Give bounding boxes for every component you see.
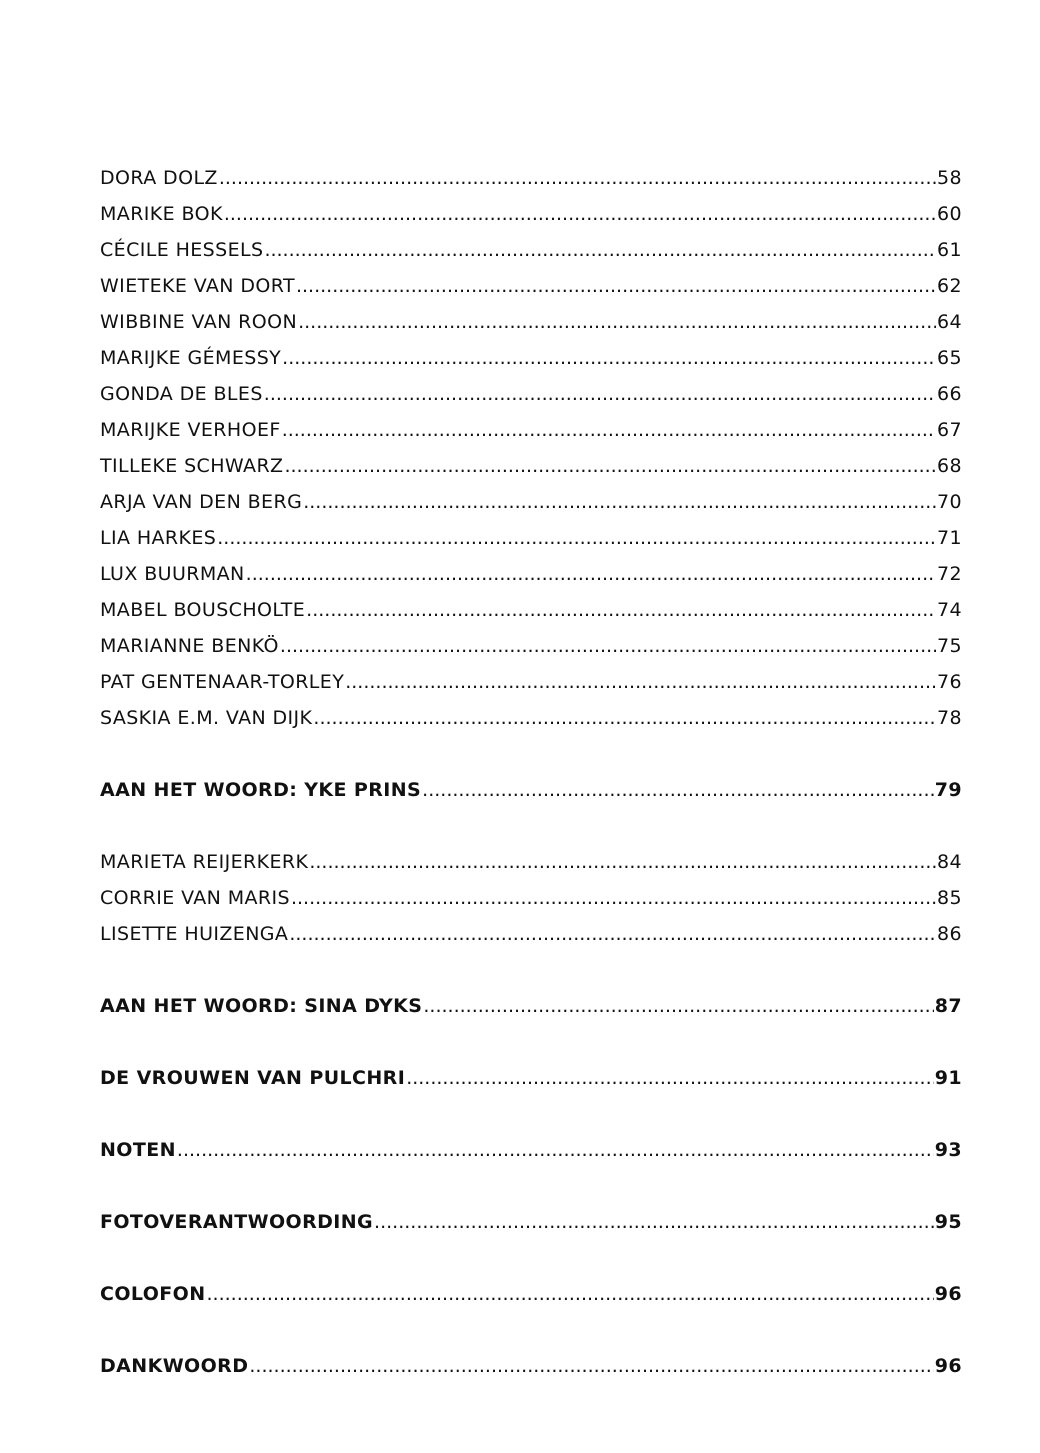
dot-leader <box>282 412 936 448</box>
toc-entry-title: MARIJKE GÉMESSY <box>100 347 282 369</box>
toc-entry-page-number: 93 <box>934 1139 962 1161</box>
dot-leader <box>374 1204 934 1240</box>
toc-entry-title: PAT GENTENAAR-TORLEY <box>100 671 345 693</box>
toc-entry-page-number: 76 <box>937 671 962 693</box>
toc-entry[interactable] <box>100 1276 962 1312</box>
toc-entry-title: SASKIA E.M. VAN DIJK <box>100 707 313 729</box>
toc-entry-title: CORRIE VAN MARIS <box>100 887 290 909</box>
toc-entry[interactable] <box>100 916 962 952</box>
toc-entry[interactable] <box>100 880 962 916</box>
toc-entry-page-number: 87 <box>934 995 962 1017</box>
toc-entry-title: MARIKE BOK <box>100 203 223 225</box>
toc-entry-title: AAN HET WOORD: YKE PRINS <box>100 779 422 801</box>
toc-entry-title: MABEL BOUSCHOLTE <box>100 599 306 621</box>
toc-entry-page-number: 95 <box>934 1211 962 1233</box>
toc-entry-page-number: 74 <box>937 599 962 621</box>
toc-entry-title: COLOFON <box>100 1283 206 1305</box>
toc-entry-page-number: 62 <box>937 275 962 297</box>
toc-entry[interactable] <box>100 232 962 268</box>
toc-entry-page-number: 58 <box>937 167 962 189</box>
toc-entry-title: FOTOVERANTWOORDING <box>100 1211 374 1233</box>
toc-entry-title: MARIETA REIJERKERK <box>100 851 309 873</box>
toc-entry[interactable] <box>100 304 962 340</box>
toc-entry-title: DORA DOLZ <box>100 167 218 189</box>
toc-entry[interactable] <box>100 160 962 196</box>
toc-entry[interactable] <box>100 340 962 376</box>
toc-entry-page-number: 78 <box>937 707 962 729</box>
toc-entry-title: TILLEKE SCHWARZ <box>100 455 284 477</box>
toc-entry-page-number: 68 <box>937 455 962 477</box>
dot-leader <box>291 880 936 916</box>
toc-entry-title: CÉCILE HESSELS <box>100 239 264 261</box>
toc-entry[interactable] <box>100 988 962 1024</box>
toc-entry-title: NOTEN <box>100 1139 176 1161</box>
dot-leader <box>306 592 936 628</box>
toc-entry-page-number: 67 <box>937 419 962 441</box>
toc-entry-page-number: 96 <box>934 1355 962 1377</box>
table-of-contents <box>100 160 962 1384</box>
toc-entry[interactable] <box>100 772 962 808</box>
toc-entry-title: ARJA VAN DEN BERG <box>100 491 303 513</box>
dot-leader <box>207 1276 934 1312</box>
dot-leader <box>224 196 936 232</box>
dot-leader <box>406 1060 934 1096</box>
toc-entry[interactable] <box>100 664 962 700</box>
toc-entry-page-number: 66 <box>937 383 962 405</box>
dot-leader <box>264 232 936 268</box>
toc-entry-title: MARIANNE BENKÖ <box>100 635 279 657</box>
toc-entry-page-number: 64 <box>937 311 962 333</box>
toc-entry[interactable] <box>100 1348 962 1384</box>
dot-leader <box>298 304 936 340</box>
toc-entry[interactable] <box>100 520 962 556</box>
dot-leader <box>282 340 936 376</box>
toc-entry[interactable] <box>100 196 962 232</box>
dot-leader <box>423 988 933 1024</box>
dot-leader <box>313 700 936 736</box>
toc-entry[interactable] <box>100 1204 962 1240</box>
toc-entry-page-number: 72 <box>937 563 962 585</box>
dot-leader <box>219 160 936 196</box>
dot-leader <box>284 448 936 484</box>
toc-entry-page-number: 91 <box>934 1067 962 1089</box>
toc-entry[interactable] <box>100 412 962 448</box>
dot-leader <box>289 916 936 952</box>
toc-entry-title: AAN HET WOORD: SINA DYKS <box>100 995 423 1017</box>
toc-entry-page-number: 85 <box>937 887 962 909</box>
toc-entry[interactable] <box>100 628 962 664</box>
dot-leader <box>177 1132 934 1168</box>
toc-entry[interactable] <box>100 484 962 520</box>
toc-entry[interactable] <box>100 700 962 736</box>
toc-entry[interactable] <box>100 844 962 880</box>
toc-entry[interactable] <box>100 268 962 304</box>
toc-entry-page-number: 71 <box>937 527 962 549</box>
toc-entry-page-number: 96 <box>934 1283 962 1305</box>
dot-leader <box>303 484 936 520</box>
toc-entry[interactable] <box>100 592 962 628</box>
toc-entry-page-number: 75 <box>937 635 962 657</box>
toc-entry-page-number: 61 <box>937 239 962 261</box>
toc-entry-title: LISETTE HUIZENGA <box>100 923 289 945</box>
toc-entry-page-number: 86 <box>937 923 962 945</box>
dot-leader <box>280 628 936 664</box>
dot-leader <box>249 1348 933 1384</box>
toc-entry[interactable] <box>100 1132 962 1168</box>
dot-leader <box>296 268 936 304</box>
toc-entry-page-number: 65 <box>937 347 962 369</box>
dot-leader <box>309 844 936 880</box>
dot-leader <box>422 772 934 808</box>
toc-entry-title: GONDA DE BLES <box>100 383 263 405</box>
dot-leader <box>345 664 936 700</box>
toc-entry[interactable] <box>100 376 962 412</box>
dot-leader <box>217 520 936 556</box>
toc-entry-title: DE VROUWEN VAN PULCHRI <box>100 1067 406 1089</box>
toc-entry-title: MARIJKE VERHOEF <box>100 419 281 441</box>
toc-entry[interactable] <box>100 556 962 592</box>
dot-leader <box>246 556 936 592</box>
toc-entry-title: LUX BUURMAN <box>100 563 245 585</box>
toc-entry-page-number: 84 <box>937 851 962 873</box>
toc-entry-title: WIBBINE VAN ROON <box>100 311 298 333</box>
toc-entry-page-number: 60 <box>937 203 962 225</box>
toc-entry-page-number: 70 <box>937 491 962 513</box>
toc-entry-title: WIETEKE VAN DORT <box>100 275 295 297</box>
toc-entry-title: DANKWOORD <box>100 1355 249 1377</box>
dot-leader <box>264 376 936 412</box>
toc-entry[interactable] <box>100 1060 962 1096</box>
toc-entry-title: LIA HARKES <box>100 527 217 549</box>
toc-entry[interactable] <box>100 448 962 484</box>
toc-entry-page-number: 79 <box>934 779 962 801</box>
